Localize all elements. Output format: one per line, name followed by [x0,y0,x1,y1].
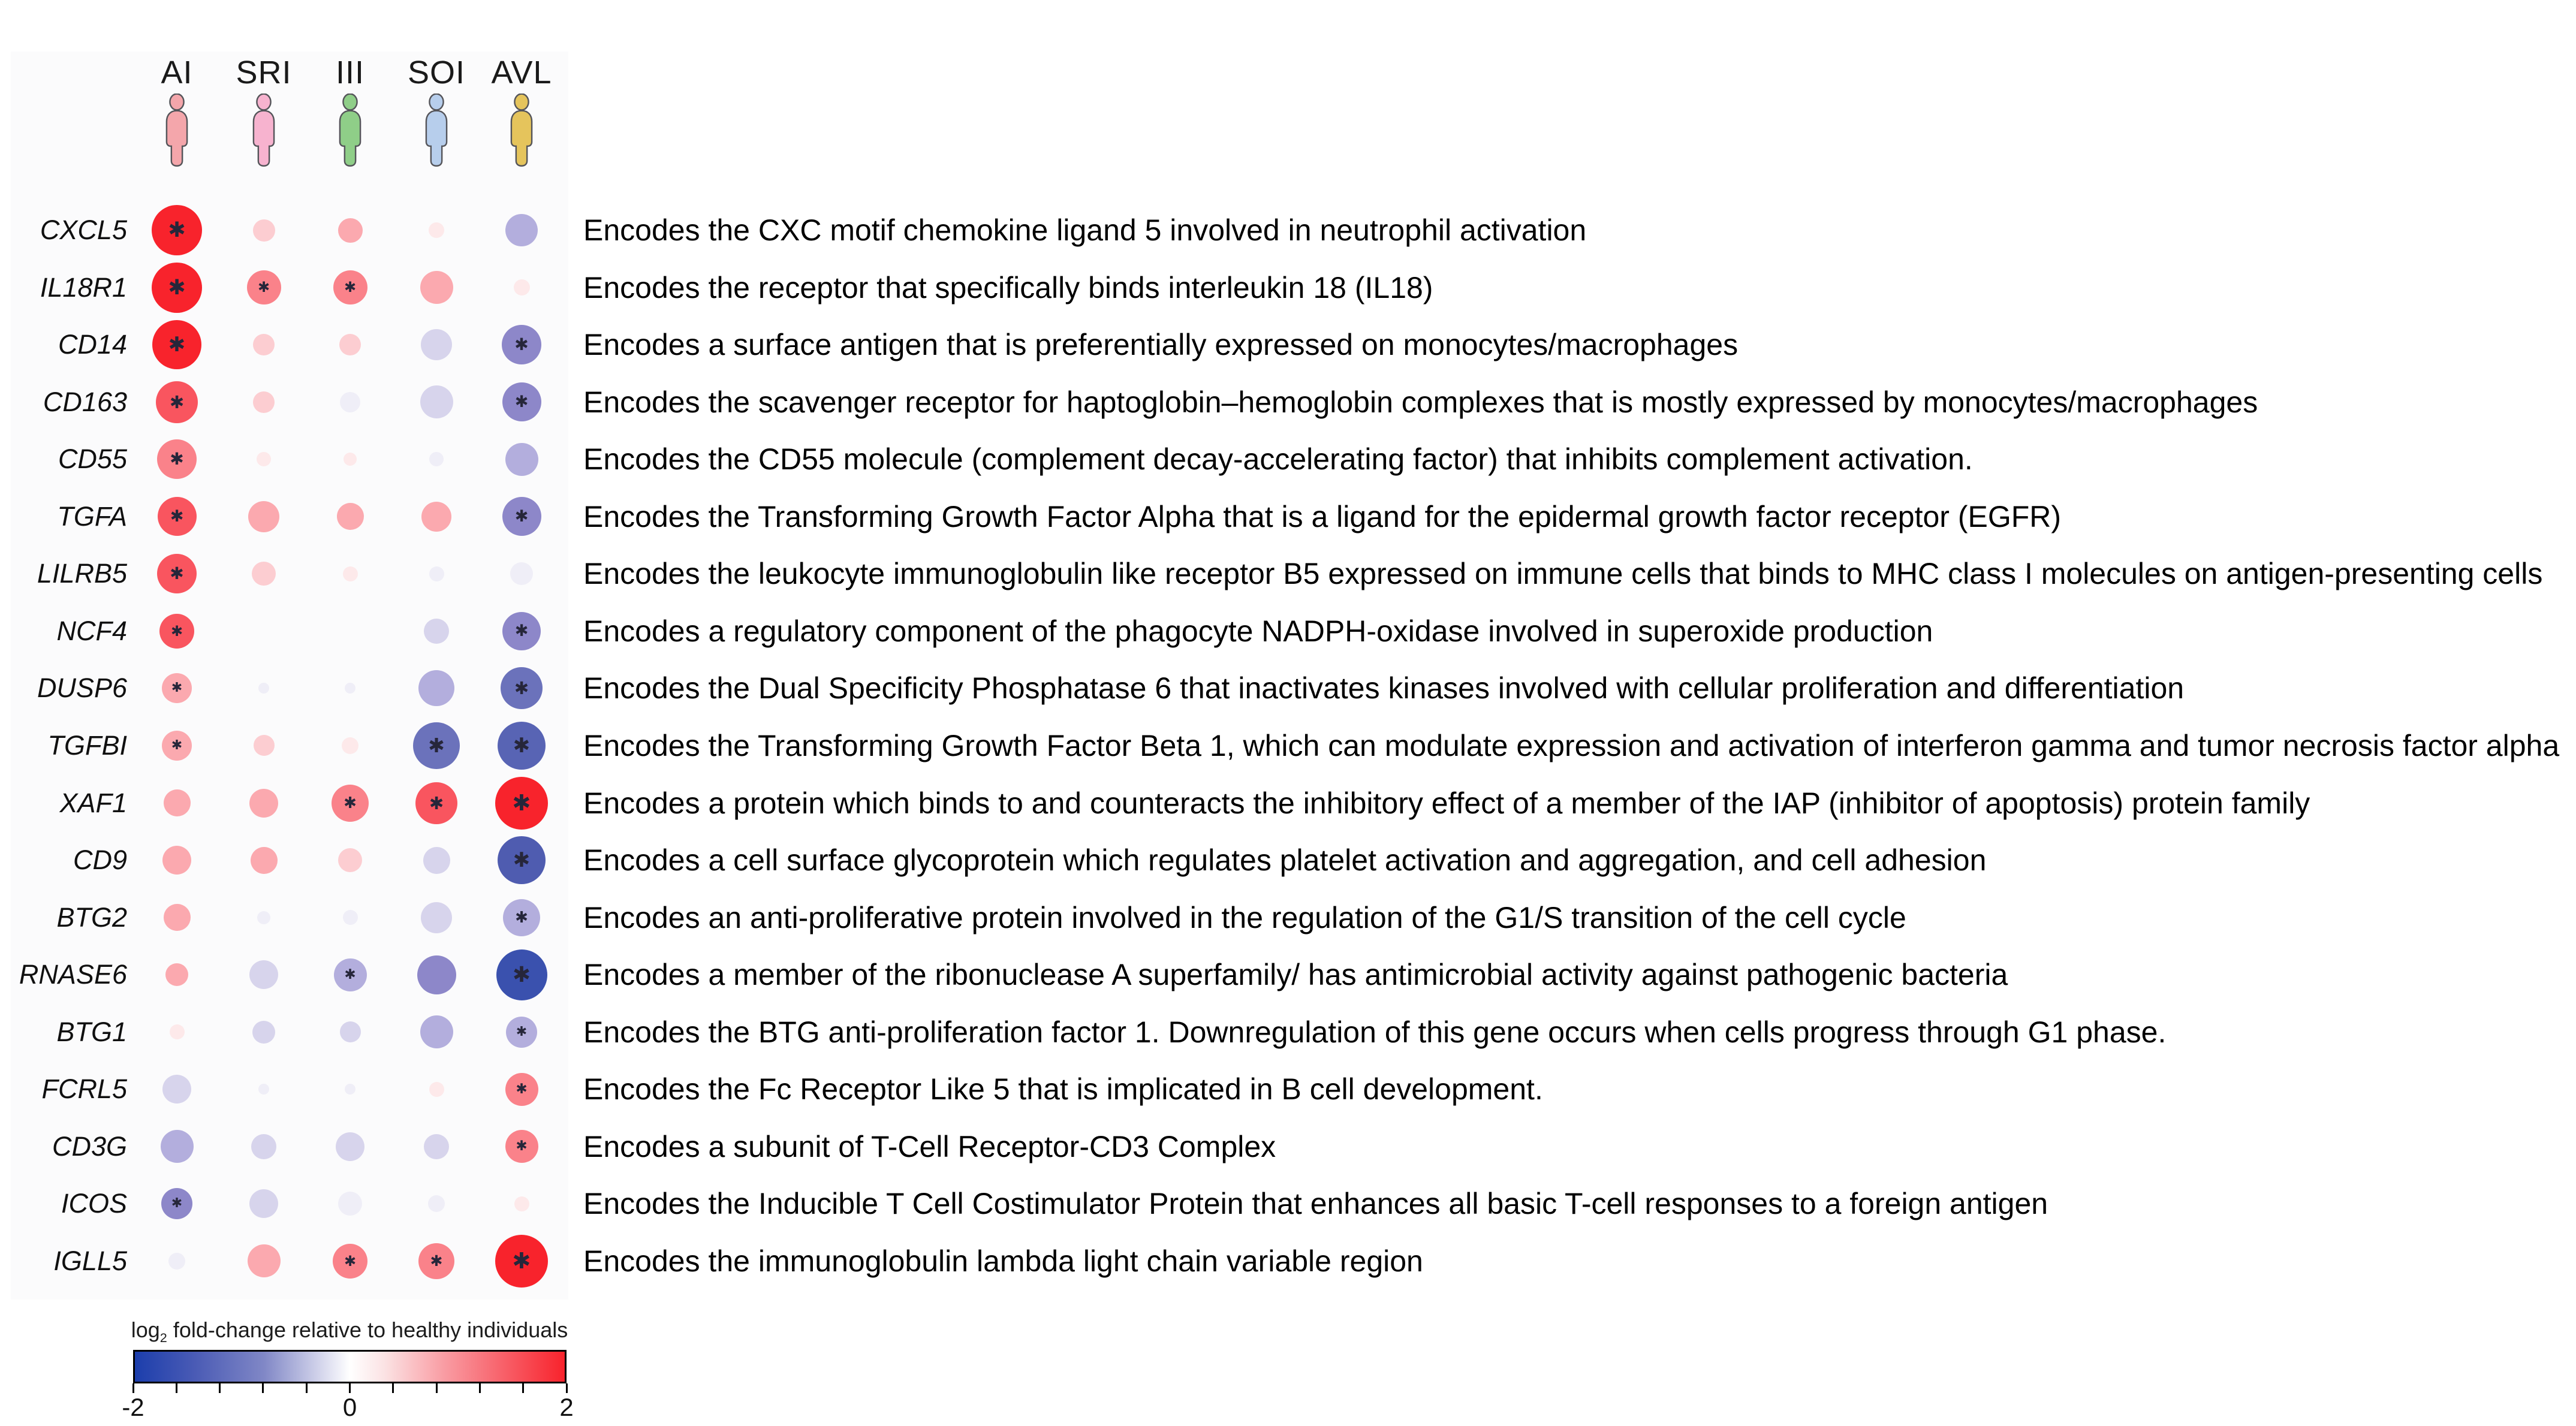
gene-row [0,1175,2576,1232]
gene-description: Encodes the CXC motif chemokine ligand 5 involved in neutrophil activation [583,213,1587,247]
gene-description: Encodes the Transforming Growth Factor Alpha that is a ligand for the epidermal growth factor receptor (EGFR) [583,499,2062,533]
colorbar-title-prefix: log [131,1318,160,1342]
dot [248,1244,281,1277]
dot [420,271,453,304]
dot [252,1021,275,1044]
gene-description: Encodes a regulatory component of the phagocyte NADPH-oxidase involved in superoxide production [583,614,1933,648]
gene-description: Encodes a member of the ribonuclease A superfamily/ has antimicrobial activity against pathogenic bacteria [583,958,2008,992]
significance-star: ✱ [429,792,444,813]
gene-row [0,1060,2576,1118]
significance-star: ✱ [344,794,357,812]
dot [162,846,191,875]
gene-label: BTG2 [56,902,127,933]
colorbar-title-sub: 2 [159,1330,167,1346]
dot [168,1253,185,1270]
significance-star: ✱ [168,218,186,242]
person-icon [248,94,280,170]
dot [421,329,452,360]
dot [506,1017,537,1048]
colorbar-tick [262,1383,264,1393]
significance-star: ✱ [514,678,529,699]
dot [340,1021,361,1042]
significance-star: ✱ [514,507,529,526]
gene-label: ICOS [61,1188,127,1219]
colorbar-tick [306,1383,308,1393]
gene-description: Encodes the Dual Specificity Phosphatase 6 that inactivates kinases involved with cellular proliferation and differentiation [583,671,2185,706]
gene-description: Encodes the receptor that specifically binds interleukin 18 (IL18) [583,270,1433,305]
gene-label: TGFBI [47,729,127,761]
significance-star: ✱ [512,789,531,816]
dot [421,502,451,532]
gene-label: DUSP6 [37,673,127,704]
dot [420,385,453,418]
colorbar-title-rest: fold-change relative to healthy individuals [167,1318,568,1342]
dot [502,325,541,364]
colorbar-mid-label: 0 [342,1393,357,1421]
colorbar-tick [479,1383,481,1393]
colorbar-tick [219,1383,221,1393]
dot [165,963,188,986]
dot [428,1195,445,1212]
dot [345,683,355,694]
dot [334,958,367,991]
dot [157,439,197,479]
dot [502,497,541,536]
gene-row [0,259,2576,316]
gene-row [0,1118,2576,1175]
gene-description: Encodes the Fc Receptor Like 5 that is implicated in B cell development. [583,1072,1543,1107]
gene-label: RNASE6 [19,959,127,990]
gene-label: NCF4 [56,615,127,646]
colorbar-tick [349,1383,351,1393]
dot [501,667,543,709]
significance-star: ✱ [516,1081,528,1097]
colorbar-gradient [133,1350,567,1383]
dot [496,949,547,1000]
dot [162,731,192,761]
dot [418,1243,454,1279]
dot [249,960,278,989]
dot [337,503,364,530]
dot [253,334,275,355]
gene-description: Encodes the BTG anti-proliferation factor 1. Downregulation of this gene occurs when cells progress through G1 phase. [583,1015,2167,1049]
colorbar-tick [436,1383,438,1393]
significance-star: ✱ [168,275,186,300]
gene-label: CD14 [58,329,127,360]
gene-label: CD9 [73,845,127,876]
dot [248,501,279,532]
gene-description: Encodes the immunoglobulin lambda light chain variable region [583,1244,1423,1278]
dot [429,452,444,466]
significance-star: ✱ [514,621,529,640]
significance-star: ✱ [430,1252,443,1270]
dot [253,219,275,242]
gene-label: LILRB5 [37,558,127,589]
significance-star: ✱ [513,733,531,758]
dot [424,1134,449,1159]
gene-label: CXCL5 [40,215,127,245]
dot [498,722,546,770]
dot [502,612,541,650]
dot [342,737,358,754]
gene-row [0,774,2576,832]
dot [170,1024,185,1039]
gene-row [0,602,2576,660]
dot [249,1189,278,1218]
dot [338,1192,362,1216]
column-header-III: III [335,55,365,91]
dot [510,562,533,585]
dot [338,848,362,872]
dot [257,911,270,924]
dot [421,902,452,933]
dot [249,789,278,818]
significance-star: ✱ [171,1196,183,1211]
gene-label: TGFA [57,501,127,532]
dot [336,1132,364,1161]
dot [345,1084,355,1095]
gene-description: Encodes the CD55 molecule (complement decay-accelerating factor) that inhibits complement activation. [583,442,1973,477]
dot [158,497,197,536]
gene-description: Encodes a subunit of T-Cell Receptor-CD3 Complex [583,1129,1276,1163]
dot [417,955,456,994]
gene-description: Encodes the leukocyte immunoglobulin like receptor B5 expressed on immune cells that binds to MHC class I molecules on antigen-presenting cells [583,557,2543,591]
dot [156,381,198,423]
significance-star: ✱ [344,279,357,296]
gene-description: Encodes a surface antigen that is preferentially expressed on monocytes/macrophages [583,328,1739,362]
colorbar-title [131,1318,568,1346]
significance-star: ✱ [171,737,183,753]
gene-description: Encodes a cell surface glycoprotein which regulates platelet activation and aggregation, and cell adhesion [583,843,1987,878]
gene-description: Encodes the Transforming Growth Factor Beta 1, which can modulate expression and activation of interferon gamma and tumor necrosis factor alpha [583,728,2560,762]
dot [340,392,360,412]
dot [498,836,546,884]
dot [252,562,276,586]
dot [157,554,197,593]
dot [343,566,358,581]
gene-row [0,1003,2576,1061]
dot [332,785,369,822]
gene-label: CD55 [58,444,127,475]
dot [415,782,457,824]
significance-star: ✱ [516,1024,528,1039]
dot [258,683,269,694]
colorbar-tick [392,1383,394,1393]
gene-description: Encodes the scavenger receptor for haptoglobin–hemoglobin complexes that is mostly expressed by monocytes/macrophages [583,385,2258,419]
dot [424,619,449,644]
gene-row [0,430,2576,488]
dot [343,910,358,925]
gene-row [0,717,2576,774]
dot [505,214,538,246]
dot [164,789,191,816]
gene-row [0,545,2576,602]
gene-row [0,201,2576,259]
dot [429,222,444,238]
colorbar-tick [176,1383,177,1393]
dot [429,566,444,581]
dot [505,443,538,476]
dot [495,1235,548,1288]
gene-label: FCRL5 [41,1074,127,1105]
significance-star: ✱ [170,507,184,526]
gene-label: CD3G [52,1130,127,1162]
gene-label: CD163 [43,386,127,417]
dot [495,777,548,830]
gene-description: Encodes the Inducible T Cell Costimulator Protein that enhances all basic T-cell responses to a foreign antigen [583,1187,2048,1221]
dot [152,263,202,313]
significance-star: ✱ [168,333,186,357]
gene-label: BTG1 [56,1016,127,1047]
gene-description: Encodes a protein which binds to and counteracts the inhibitory effect of a member of the IAP (inhibitor of apoptosis) protein family [583,786,2310,820]
dot [514,279,530,296]
gene-label: IL18R1 [40,272,127,303]
dot [251,1134,276,1159]
gene-label: XAF1 [59,787,127,818]
significance-star: ✱ [344,1252,357,1270]
dot [247,270,281,305]
gene-row [0,946,2576,1003]
dot [257,452,271,466]
significance-star: ✱ [344,966,356,982]
colorbar-tick [522,1383,524,1393]
significance-star: ✱ [428,733,445,757]
dot [333,1244,367,1279]
gene-row [0,889,2576,946]
significance-star: ✱ [514,334,529,355]
significance-star: ✱ [171,680,183,696]
significance-star: ✱ [513,848,531,873]
dot [251,847,278,874]
person-icon [505,94,538,170]
gene-row [0,831,2576,889]
significance-star: ✱ [516,1138,528,1154]
dot [420,1015,453,1048]
gene-row [0,659,2576,717]
dot [164,904,191,931]
column-header-SOI: SOI [407,55,466,91]
person-icon [161,94,193,170]
person-icon [334,94,366,170]
dot [429,1082,444,1097]
dot [152,320,201,369]
dot [162,673,192,703]
dot [162,1075,191,1104]
dot [514,1196,529,1211]
gene-label: IGLL5 [53,1245,127,1276]
colorbar-tick [132,1383,134,1393]
dot [333,270,367,305]
dot [502,382,541,421]
significance-star: ✱ [257,279,270,296]
significance-star: ✱ [169,391,185,412]
dot [258,1084,269,1095]
dot [161,1188,192,1219]
dot [152,205,202,255]
colorbar-min-label: -2 [122,1393,144,1421]
dot [159,614,194,649]
person-icon [420,94,453,170]
dot [253,391,275,413]
significance-star: ✱ [170,563,184,584]
dot [338,218,363,243]
column-header-AVL: AVL [491,55,552,91]
significance-star: ✱ [170,622,183,640]
gene-row [0,488,2576,545]
gene-description: Encodes an anti-proliferative protein involved in the regulation of the G1/S transition of the cell cycle [583,900,1906,934]
colorbar-max-label: 2 [559,1393,574,1421]
gene-row [0,316,2576,373]
gene-row [0,373,2576,431]
dot [505,1130,538,1163]
column-header-AI: AI [161,55,193,91]
significance-star: ✱ [515,908,528,927]
dot [413,722,460,769]
significance-star: ✱ [170,449,184,469]
significance-star: ✱ [512,1247,531,1274]
dot [344,453,357,466]
dot [423,847,450,874]
colorbar-tick [566,1383,568,1393]
dot [161,1130,194,1163]
gene-row [0,1232,2576,1290]
dot [505,1073,538,1106]
column-header-SRI: SRI [236,55,292,91]
significance-star: ✱ [512,962,531,987]
dot [418,670,454,706]
dot [254,735,275,756]
dot [339,334,361,355]
dot [503,899,540,936]
significance-star: ✱ [514,393,529,412]
